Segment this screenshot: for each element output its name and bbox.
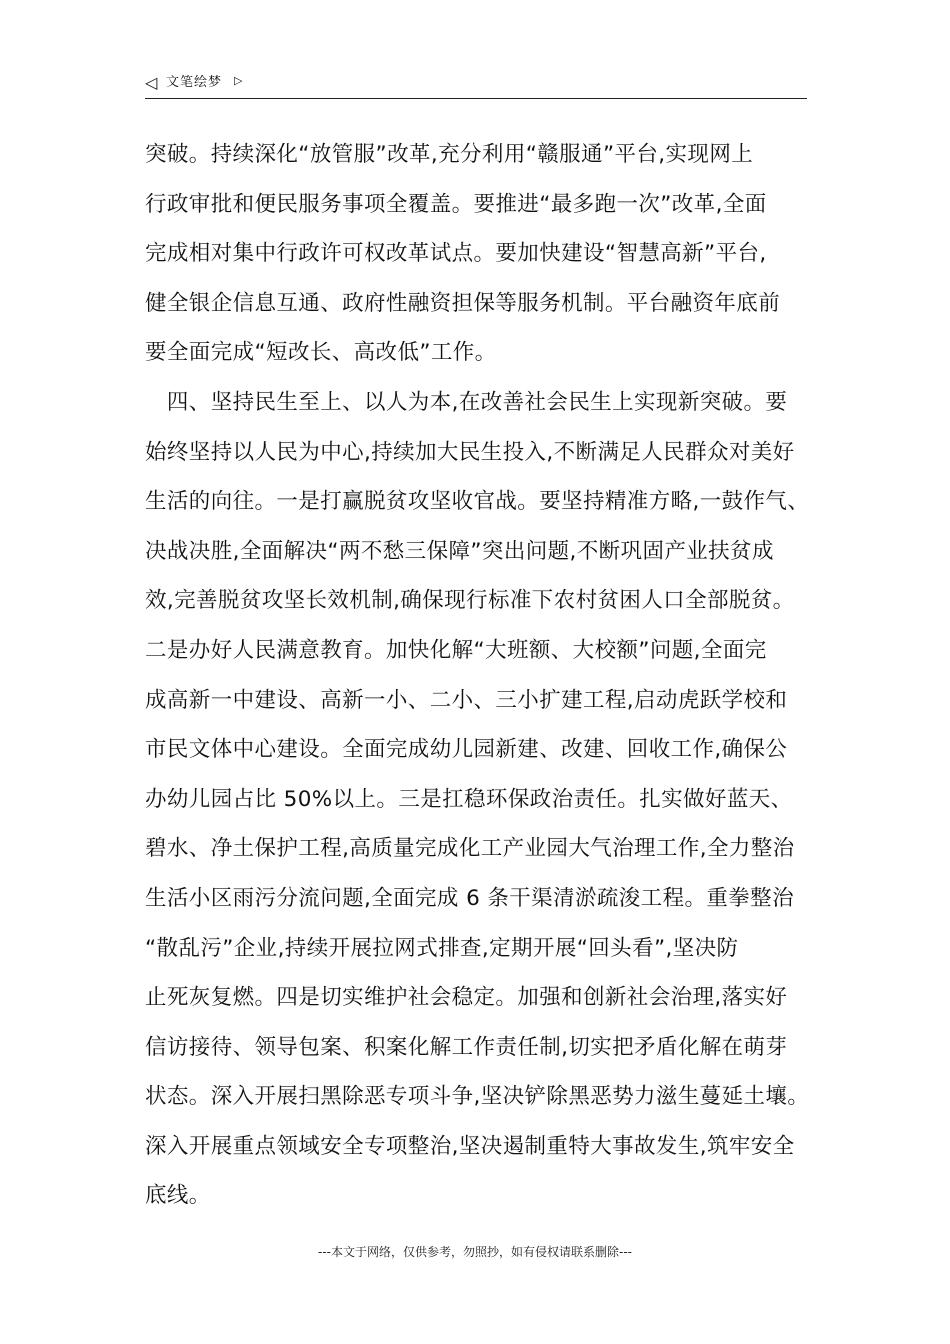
text-line: 始终坚持以人民为中心,持续加大民生投入,不断满足人民群众对美好: [145, 439, 795, 465]
text-line: 二是办好人民满意教育。加快化解“大班额、大校额”问题,全面完: [145, 637, 767, 663]
footer-disclaimer: ---本文于网络，仅供参考，勿照抄，如有侵权请联系删除---: [318, 1245, 632, 1259]
text-line: 止死灰复燃。四是切实维护社会稳定。加强和创新社会治理,落实好: [145, 985, 788, 1011]
text-line: 行政审批和便民服务事项全覆盖。要推进“最多跑一次”改革,全面: [145, 191, 767, 217]
text-line: 健全银企信息互通、政府性融资担保等服务机制。平台融资年底前: [145, 290, 781, 316]
text-line: 完成相对集中行政许可权改革试点。要加快建设“智慧高新”平台,: [145, 241, 767, 267]
text-line: 要全面完成“短改长、高改低”工作。: [145, 340, 497, 366]
text-line: 效,完善脱贫攻坚长效机制,确保现行标准下农村贫困人口全部脱贫。: [145, 588, 795, 614]
text-line: 信访接待、领导包案、积案化解工作责任制,切实把矛盾化解在萌芽: [145, 1034, 788, 1060]
text-line: 生活的向往。一是打赢脱贫攻坚收官战。要坚持精准方略,一鼓作气、: [145, 489, 810, 515]
text-line: 状态。深入开展扫黑除恶专项斗争,坚决铲除黑恶势力滋生蔓延土壤。: [145, 1084, 810, 1110]
text-line: “散乱污”企业,持续开展拉网式排查,定期开展“回头看”,坚决防: [145, 935, 739, 961]
document-body: [145, 130, 821, 1221]
text-line: 成高新一中建设、高新一小、二小、三小扩建工程,启动虎跃学校和: [145, 687, 788, 713]
text-line: 碧水、净土保护工程,高质量完成化工产业园大气治理工作,全力整治: [145, 836, 795, 862]
text-line: 办幼儿园占比 50%以上。三是扛稳环保政治责任。扎实做好蓝天、: [145, 786, 793, 812]
text-line: 决战决胜,全面解决“两不愁三保障”突出问题,不断巩固产业扶贫成: [145, 538, 774, 564]
text-line: 底线。: [145, 1183, 211, 1209]
left-triangle-icon: ◁: [145, 73, 158, 92]
text-line: 四、坚持民生至上、以人为本,在改善社会民生上实现新突破。要: [145, 389, 788, 415]
text-line: 突破。持续深化“放管服”改革,充分利用“赣服通”平台,实现网上: [145, 142, 754, 167]
text-line: 深入开展重点领域安全专项整治,坚决遏制重特大事故发生,筑牢安全: [145, 1133, 795, 1159]
right-triangle-icon: ▷: [234, 74, 243, 87]
text-line: 生活小区雨污分流问题,全面完成 6 条干渠清淤疏浚工程。重拳整治: [145, 885, 794, 911]
header-brand: 文笔绘梦: [166, 75, 223, 90]
page-header: [145, 72, 807, 99]
text-line: 市民文体中心建设。全面完成幼儿园新建、改建、回收工作,确保公: [145, 737, 788, 763]
